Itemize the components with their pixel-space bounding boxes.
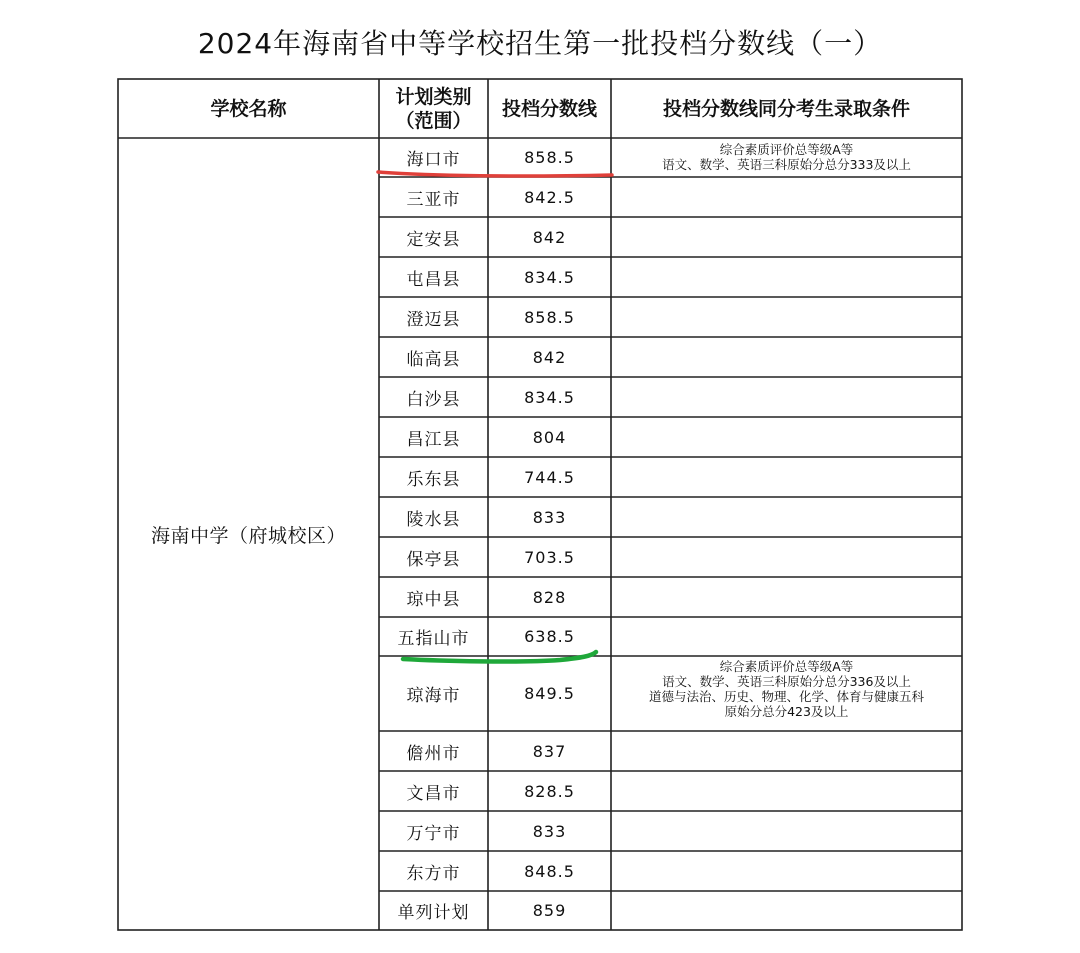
score-cell: 849.5 [524,684,575,703]
region-cell: 定安县 [406,229,461,250]
region-cell: 单列计划 [397,903,470,923]
region-cell: 东方市 [406,863,461,884]
region-cell: 海口市 [406,150,461,170]
header-condition: 投档分数线同分考生录取条件 [662,97,910,120]
score-cell: 834.5 [524,387,575,407]
score-cell: 837 [532,741,567,761]
score-cell: 638.5 [524,627,575,646]
region-cell: 白沙县 [406,389,461,410]
score-cell: 833 [532,507,567,527]
score-cell: 804 [532,427,567,447]
condition-line: 道德与法治、历史、物理、化学、体育与健康五科 [648,689,924,704]
region-cell: 万宁市 [406,823,461,844]
green-underline-annotation [403,652,596,662]
red-underline-annotation [378,172,612,176]
score-cell: 703.5 [524,547,575,567]
region-cell: 陵水县 [406,509,461,530]
region-cell: 琼海市 [406,686,461,706]
header-score-line: 投档分数线 [501,97,597,120]
region-cell: 昌江县 [406,429,461,450]
region-cell: 屯昌县 [406,269,461,290]
header-plan-scope-label: （范围） [395,109,472,132]
score-cell: 842.5 [524,187,575,207]
score-cell: 842 [532,227,567,247]
region-cell: 三亚市 [406,189,461,210]
region-cell: 儋州市 [406,743,461,764]
condition-line: 原始分总分423及以上 [724,704,849,719]
condition-line: 综合素质评价总等级A等 [719,659,854,674]
region-cell: 澄迈县 [406,309,461,330]
school-name-cell: 海南中学（府城校区） [150,524,346,547]
region-cell: 保亭县 [406,549,461,570]
score-cell: 859 [532,901,567,920]
region-cell: 五指山市 [397,629,470,649]
score-cell: 848.5 [524,861,575,881]
region-cell: 临高县 [406,349,461,370]
score-cell: 842 [532,347,567,367]
score-cell: 828.5 [524,781,575,801]
score-cell: 744.5 [524,467,575,487]
score-cell: 858.5 [524,148,575,167]
region-cell: 文昌市 [406,783,461,804]
score-cell: 834.5 [524,267,575,287]
condition-line: 语文、数学、英语三科原始分总分336及以上 [662,674,911,689]
header-plan-type-label: 计划类别 [395,85,472,108]
header-school-name: 学校名称 [210,97,287,120]
region-cell: 乐东县 [406,469,461,490]
condition-line: 综合素质评价总等级A等 [719,142,854,157]
score-cell: 858.5 [524,307,575,327]
score-cell: 828 [532,587,567,607]
page-title: 2024年海南省中等学校招生第一批投档分数线（一） [197,27,883,60]
score-cell: 833 [532,821,567,841]
condition-line: 语文、数学、英语三科原始分总分333及以上 [662,157,911,172]
region-cell: 琼中县 [406,589,461,610]
